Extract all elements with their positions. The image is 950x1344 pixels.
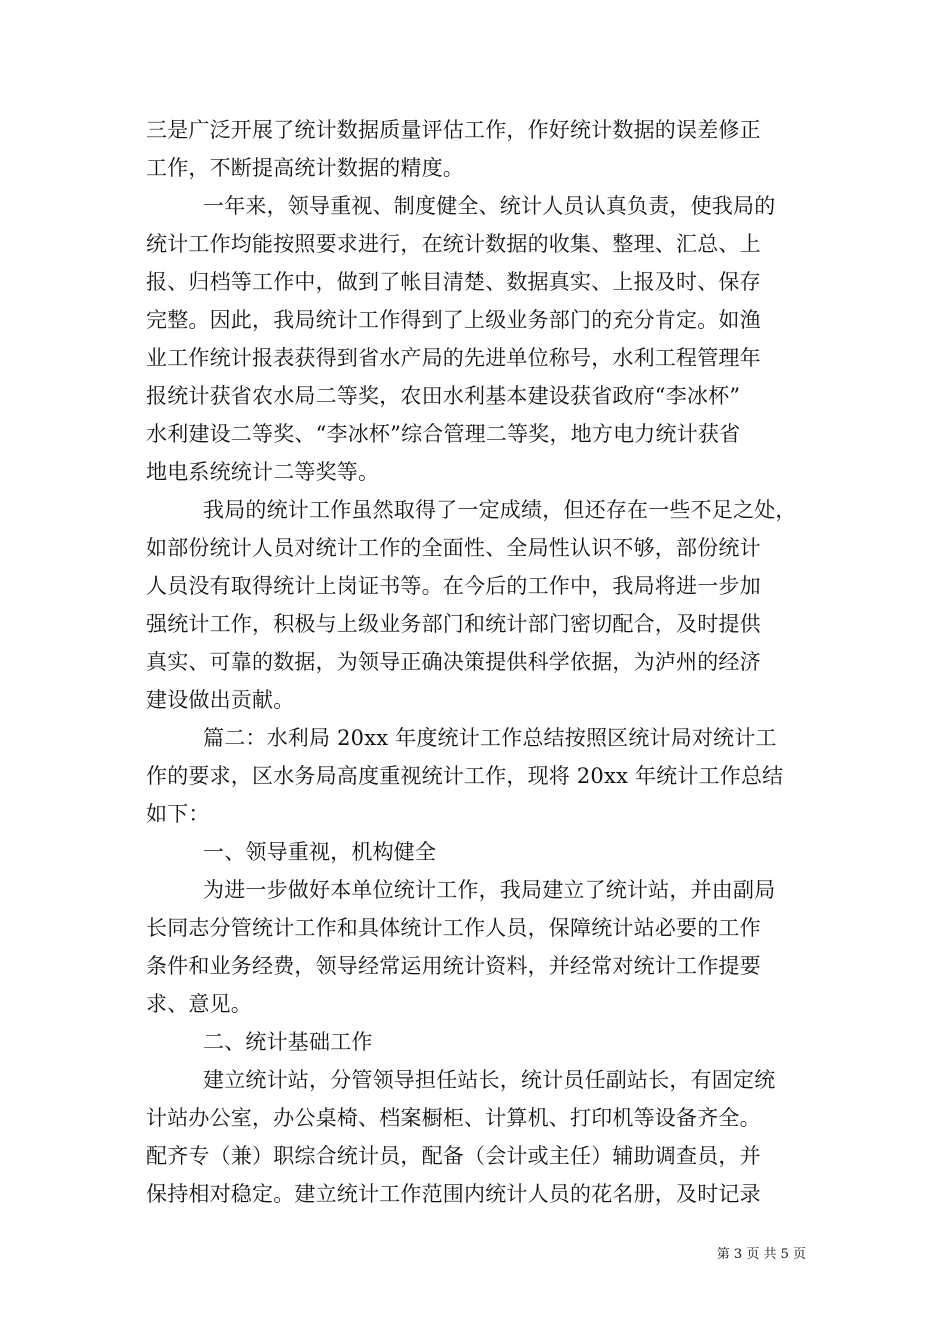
section-heading: 二、统计基础工作 <box>203 1030 373 1054</box>
text-line: 建设做出贡献。 <box>146 688 295 712</box>
text-line: 工作，不断提高统计数据的精度。 <box>146 156 464 180</box>
text-line: 建立统计站，分管领导担任站长，统计员任副站长，有固定统 <box>203 1068 776 1092</box>
text-line: 三是广泛开展了统计数据质量评估工作，作好统计数据的误差修正 <box>146 118 761 142</box>
text-line: 水利建设二等奖、“李冰杯”综合管理二等奖，地方电力统计获省 <box>146 422 741 446</box>
text-line: 报、归档等工作中，做到了帐目清楚、数据真实、上报及时、保存 <box>146 270 761 294</box>
text-line: 计站办公室，办公桌椅、档案橱柜、计算机、打印机等设备齐全。 <box>146 1106 761 1130</box>
text-line: 人员没有取得统计上岗证书等。在今后的工作中，我局将进一步加 <box>146 574 761 598</box>
text-line: 长同志分管统计工作和具体统计工作人员，保障统计站必要的工作 <box>146 916 761 940</box>
text-line: 报统计获省农水局二等奖，农田水利基本建设获省政府“李冰杯” <box>146 384 741 408</box>
text-line: 篇二：水利局 20xx 年度统计工作总结按照区统计局对统计工 <box>203 726 777 750</box>
text-line: 我局的统计工作虽然取得了一定成绩，但还存在一些不足之处， <box>203 498 797 522</box>
section-heading: 一、领导重视，机构健全 <box>203 840 437 864</box>
page-number: 第 3 页 共 5 页 <box>716 1247 806 1262</box>
text-line: 为进一步做好本单位统计工作，我局建立了统计站，并由副局 <box>203 878 776 902</box>
text-line: 业工作统计报表获得到省水产局的先进单位称号，水利工程管理年 <box>146 346 761 370</box>
text-line: 一年来，领导重视、制度健全、统计人员认真负责，使我局的 <box>203 194 776 218</box>
text-line: 强统计工作，积极与上级业务部门和统计部门密切配合，及时提供 <box>146 612 761 636</box>
text-line: 如部份统计人员对统计工作的全面性、全局性认识不够，部份统计 <box>146 536 761 560</box>
text-line: 如下： <box>146 802 210 826</box>
text-line: 作的要求，区水务局高度重视统计工作，现将 20xx 年统计工作总结 <box>146 764 784 788</box>
text-line: 统计工作均能按照要求进行，在统计数据的收集、整理、汇总、上 <box>146 232 761 256</box>
text-line: 配齐专（兼）职综合统计员，配备（会计或主任）辅助调查员，并 <box>146 1144 761 1168</box>
text-line: 条件和业务经费，领导经常运用统计资料，并经常对统计工作提要 <box>146 954 761 978</box>
text-line: 真实、可靠的数据，为领导正确决策提供科学依据，为泸州的经济 <box>146 650 761 674</box>
text-line: 地电系统统计二等奖等。 <box>146 460 380 484</box>
text-line: 保持相对稳定。建立统计工作范围内统计人员的花名册，及时记录 <box>146 1182 761 1206</box>
text-line: 完整。因此，我局统计工作得到了上级业务部门的充分肯定。如渔 <box>146 308 761 332</box>
text-line: 求、意见。 <box>146 992 252 1016</box>
